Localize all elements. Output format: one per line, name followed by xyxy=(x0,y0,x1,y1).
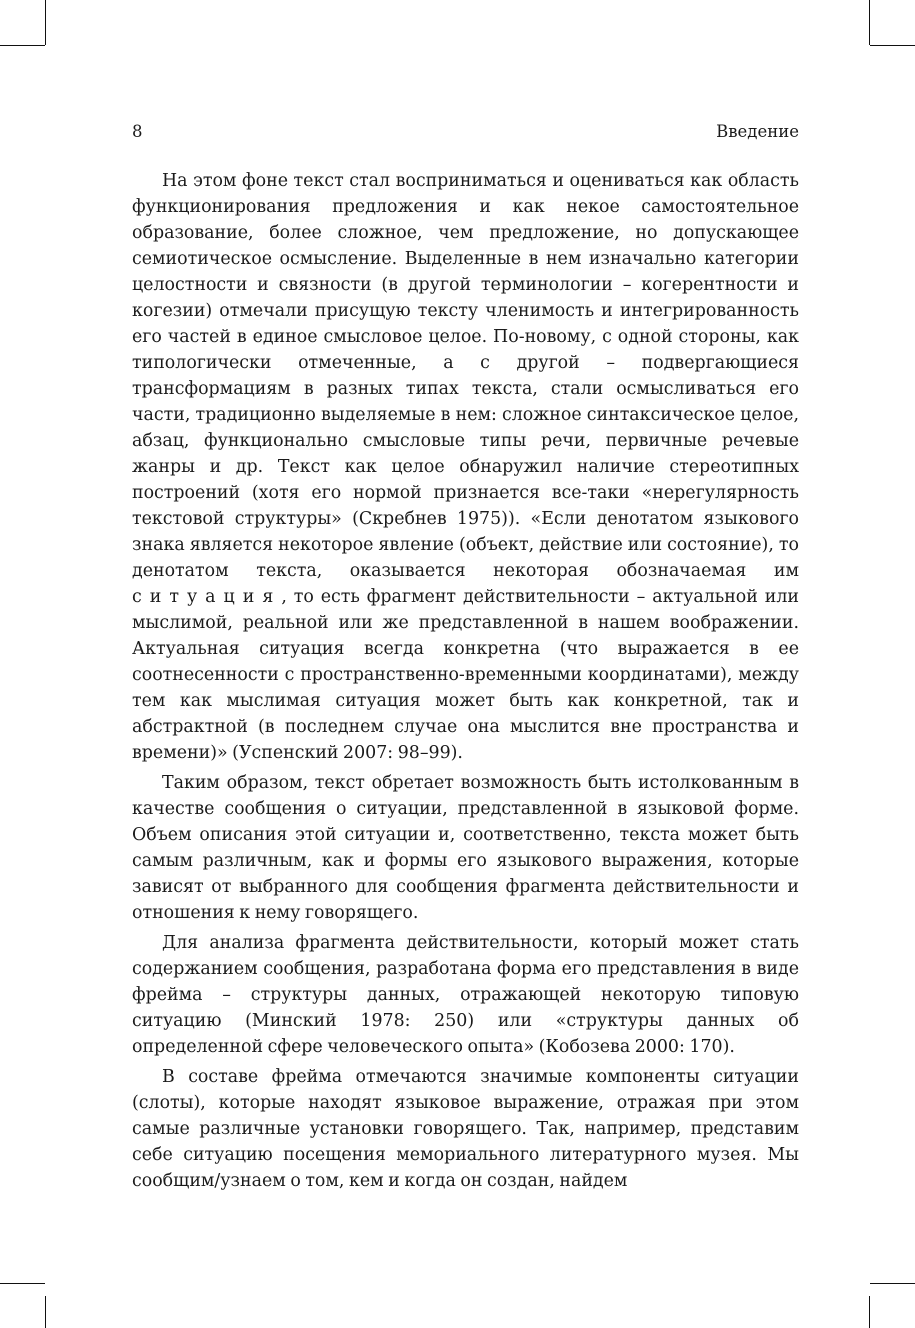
running-title: Введение xyxy=(716,122,799,141)
paragraph-3: Для анализа фрагмента действительности, который может стать содержанием сообщения, разработана форма его представления в виде фрейма – структуры данных, отражающей некоторую типовую ситуацию (Минский 1978: 250) или «структуры данных об определенной сфере человеческого опыта» (Кобозева 2000: 170). xyxy=(132,933,799,1057)
crop-mark-top-right-h xyxy=(870,45,915,46)
paragraph-1-text-before: На этом фоне текст стал восприниматься и оцениваться как область функционирования предложения и как некое самостоятельное образование, более сложное, чем предложение, но допускающее семиотическое осмысление. Выделенные в нем изначально категории целостности и связности (в другой терминологии – когерентности и когезии) отмечали присущую тексту членимость и интегрированность его частей в единое смысловое целое. По-новому, с одной стороны, как типологически отмеченные, а с другой – подвергающиеся трансформациям в разных типах текста, стали осмысливаться его части, традиционно выделяемые в нем: сложное синтаксическое целое, абзац, функционально смысловые типы речи, первичные речевые жанры и др. Текст как целое обнаружил наличие стереотипных построений (хотя его нормой признается все-таки «нерегулярность текстовой структуры» (Скребнев 1975)). «Если денотатом языкового знака является некоторое явление (объект, действие или состояние), то денотатом текста, оказывается некоторая обозначаемая им xyxy=(132,171,799,581)
crop-mark-bottom-left xyxy=(45,1296,46,1328)
paragraph-4: В составе фрейма отмечаются значимые компоненты ситуации (слоты), которые находят языковое выражение, отражая при этом самые различные установки говорящего. Так, например, представим себе ситуацию посещения мемориального литературного музея. Мы сообщим/узнаем о том, кем и когда он создан, найдем xyxy=(132,1067,799,1191)
emphasized-word: ситуация xyxy=(132,587,282,607)
paragraph-1 xyxy=(132,168,799,766)
paragraph-2: Таким образом, текст обретает возможность быть истолкованным в качестве сообщения о ситуации, представленной в языковой форме. Объем описания этой ситуации и, соответственно, текста может быть самым различным, как и формы его языкового выражения, которые зависят от выбранного для сообщения фрагмента действительности и отношения к нему говорящего. xyxy=(132,773,799,923)
crop-mark-bottom-left-h xyxy=(0,1283,45,1284)
page-header xyxy=(132,120,799,144)
body-text xyxy=(132,168,799,1198)
crop-mark-top-right xyxy=(869,0,870,45)
page-number: 8 xyxy=(132,122,143,141)
crop-mark-top-left xyxy=(45,0,46,45)
crop-mark-top-left-h xyxy=(0,45,45,46)
paragraph-1-text-after: , то есть фрагмент действительности – актуальной или мыслимой, реальной или же представленной в нашем воображении. Актуальная ситуация всегда конкретна (что выражается в ее соотнесенности с пространственно-временными координатами), между тем как мыслимая ситуация может быть как конкретной, так и абстрактной (в последнем случае она мыслится вне пространства и времени)» (Успенский 2007: 98–99). xyxy=(132,587,799,763)
crop-mark-bottom-right xyxy=(869,1296,870,1328)
crop-mark-bottom-right-h xyxy=(870,1283,915,1284)
